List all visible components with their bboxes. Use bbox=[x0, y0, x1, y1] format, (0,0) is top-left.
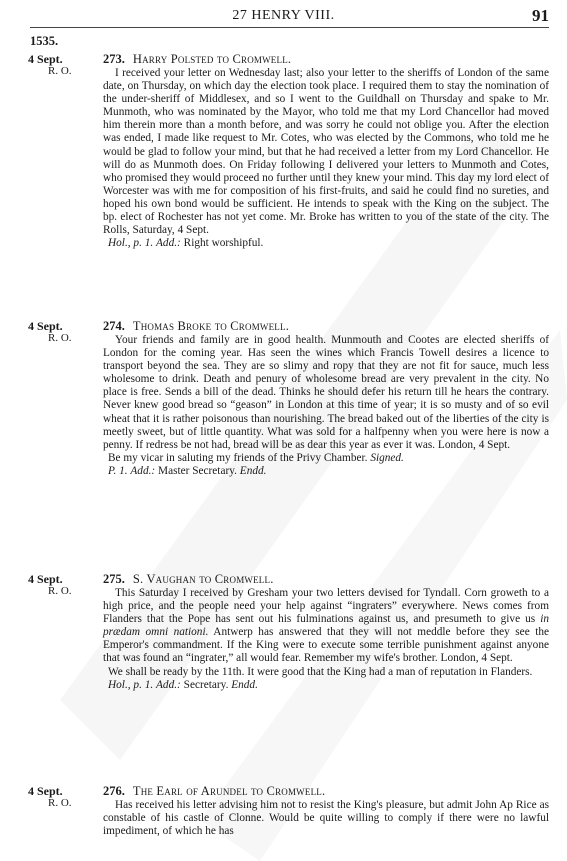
entry-date: 4 Sept. bbox=[28, 784, 63, 798]
entry-note bbox=[103, 465, 549, 478]
entry-text: I received your letter on Wednesday last; also your letter to the sheriffs of London of the same date, on Thursday, on which day the election took place. I required them to stay the nomination of the under-sheriff of Middlesex, and so I went to the Guildhall on Thursday and spake to Mr. Munmoth, who was nominated by the Mayor, who told me that my Lord Chancellor had moved him therein more than a month before, and was sorry he could not oblige you. After the election was ended, I made like request to Mr. Cotes, who was elected by the Commons, who told me he would be glad to follow your mind, but that he had received a letter from my Lord Chancellor. He will do as Munmoth does. On Friday following I delivered your letters to Munmoth and Cotes, who promised they would proceed no further until they knew your mind. This day my lord elect of Worcester was with me for composition of his first-fruits, and said he could find no sureties, and hoped his own bond would be sufficient. He intends to speak with the King on the subject. The bp. elect of Rochester has not yet come. Mr. Broke has written to you of the state of the city. The Rolls, Saturday, 4 Sept. bbox=[103, 67, 549, 237]
entry-text-part: Antwerp has answered that they will not meddle before they see the Emperor's commandment. If the King were to execute some terrible punishment against anyone that was found an “ingrater,” all would fear. Remember my wife's brother. London, 4 Sept. bbox=[103, 626, 549, 665]
page-number: 91 bbox=[532, 6, 549, 25]
entry-text: Has received his letter advising him not to resist the King's pleasure, but admit John Ap Rice as constable of his castle of Clonne. Would be quite willing to comply if there were no lawful impediment, of which he has bbox=[103, 799, 549, 838]
entry-source: R. O. bbox=[48, 332, 72, 344]
entry-number: 276. bbox=[103, 784, 125, 798]
entry-number: 273. bbox=[103, 52, 125, 66]
add-label: Add.: bbox=[156, 237, 181, 250]
entry-date: 4 Sept. bbox=[28, 572, 63, 586]
add-text: Right worshipful. bbox=[183, 237, 264, 250]
entry-note bbox=[103, 237, 549, 250]
entry-heading bbox=[103, 784, 325, 799]
note-label: Hol., p. 1. bbox=[108, 237, 154, 250]
entry-text-latin: in prædam omni nationi. bbox=[103, 613, 549, 639]
add-label: Add.: bbox=[156, 678, 181, 691]
entry-heading bbox=[103, 572, 274, 587]
add-label: Add.: bbox=[130, 464, 156, 477]
entry-postscript: We shall be ready by the 11th. It were good that the King had a man of reputation in Flanders. bbox=[108, 665, 533, 678]
entry-heading bbox=[103, 52, 291, 67]
entry-number: 274. bbox=[103, 319, 125, 333]
page-header bbox=[0, 6, 567, 28]
entry-text-part: This Saturday I received by Gresham your two letters devised for Tyndall. Corn groweth to a high price, and the people need your help against “ingraters” everywhere. News comes from Flanders that the Pope has sent out his fulminations against us, and presumeth to give us bbox=[103, 587, 549, 626]
add-text: Master Secretary. bbox=[158, 464, 237, 477]
entry-date: 4 Sept. bbox=[28, 52, 63, 66]
entry-text: Your friends and family are in good health. Munmouth and Cootes are elected sheriffs of London for the coming year. Has seen the wines which Francis Towell desires a licence to transport beyond the sea. They are so slimy and ropy that they are not fit for sauce, much less wholesome to drink. Death and penury of wholesome bread are very prevalent in the city. No place is free. Sends a bill of the dead. Thinks he should defer his return till he hears the contrary. Never knew good bread so “geason” in London at this time of year; it is so musty and of so evil wheat that it is rather poisonous than nourishing. The bread baked out of the liberties of the city is meetly sweet, but of little quantity. What was sold for a halfpenny when you were here is now a penny. If redress be not had, bread will be as dear this year as ever it was. London, 4 Sept. bbox=[103, 334, 549, 451]
signed-label: Signed. bbox=[370, 451, 404, 464]
running-title: 27 HENRY VIII. bbox=[232, 8, 335, 23]
entry-body bbox=[103, 799, 549, 838]
entry-body bbox=[103, 587, 549, 692]
postscript-text: Be my vicar in saluting my friends of the Privy Chamber. bbox=[108, 451, 368, 464]
entry-heading bbox=[103, 319, 289, 334]
entry-title: The Earl of Arundel to Cromwell. bbox=[132, 784, 326, 798]
note-label: Hol., p. 1. bbox=[108, 678, 154, 691]
entry-note bbox=[103, 679, 549, 692]
note-label: P. 1. bbox=[108, 464, 128, 477]
entry-source: R. O. bbox=[48, 797, 72, 809]
entry-text bbox=[103, 587, 549, 666]
entry-body bbox=[103, 334, 549, 478]
header-rule bbox=[30, 27, 549, 28]
entry-title: Thomas Broke to Cromwell. bbox=[132, 319, 290, 333]
endd-label: Endd. bbox=[231, 678, 258, 691]
entry-postscript bbox=[103, 452, 549, 465]
entry-source: R. O. bbox=[48, 65, 72, 77]
entry-number: 275. bbox=[103, 572, 125, 586]
entry-body bbox=[103, 67, 549, 250]
entry-title: Harry Polsted to Cromwell. bbox=[132, 52, 292, 66]
endd-label: Endd. bbox=[239, 464, 267, 477]
entry-source: R. O. bbox=[48, 585, 72, 597]
add-text: Secretary. bbox=[183, 678, 229, 691]
year-label: 1535. bbox=[30, 34, 59, 48]
entry-title: S. Vaughan to Cromwell. bbox=[132, 572, 274, 586]
entry-date: 4 Sept. bbox=[28, 319, 63, 333]
